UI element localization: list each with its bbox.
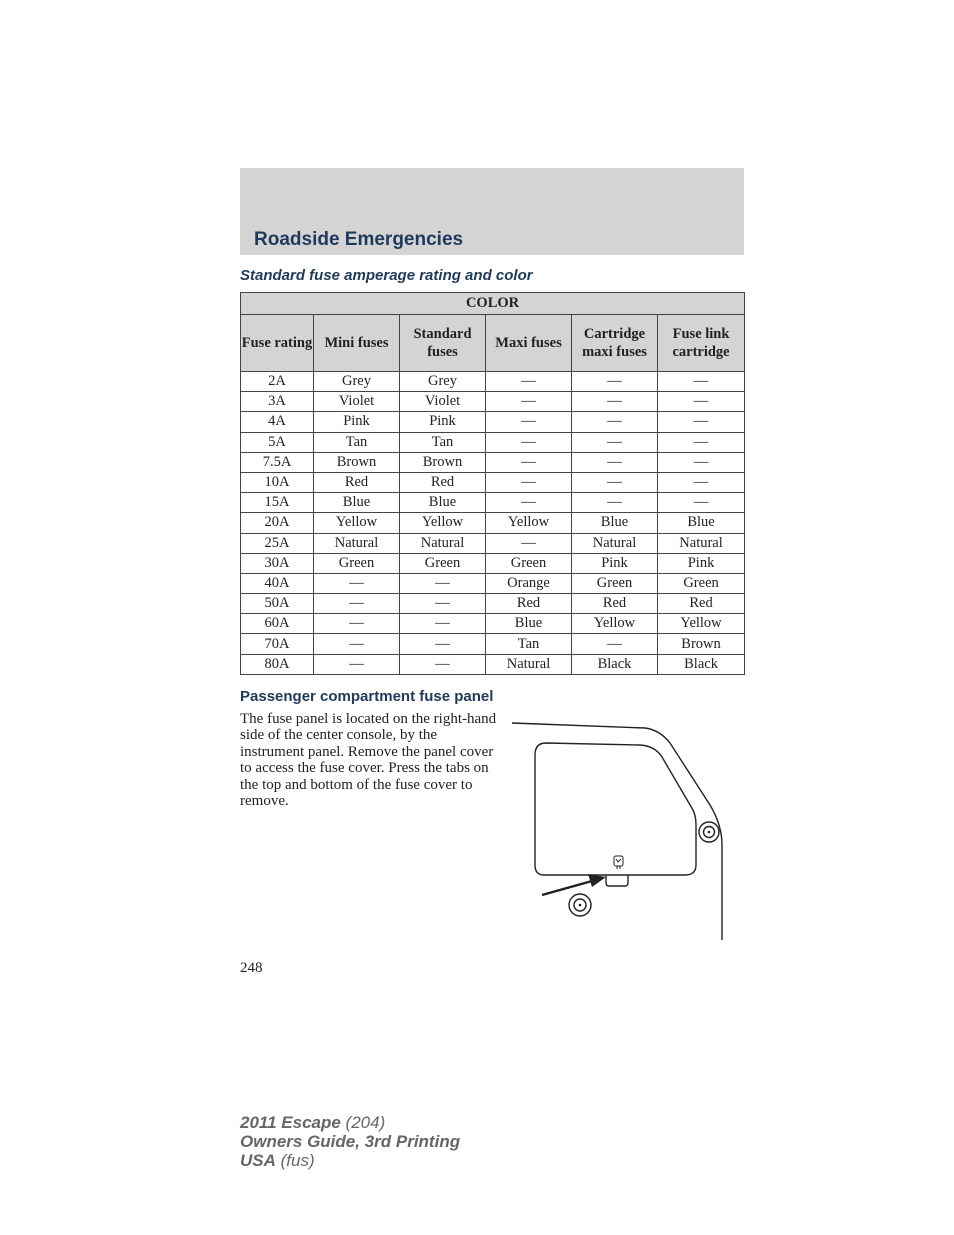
table-cell: — [572,392,658,412]
table-cell: Brown [314,452,400,472]
console-outline [512,723,722,940]
table-cell: Blue [486,614,572,634]
table-row [241,513,745,533]
table-cell: Yellow [400,513,486,533]
table-cell: Red [400,472,486,492]
footer-line-1: 2011 Escape (204) [240,1113,386,1132]
fuse-icon [614,856,623,869]
table-cell: — [486,372,572,392]
table-cell: 3A [241,392,314,412]
table-row [241,412,745,432]
table-cell: Pink [314,412,400,432]
arrow-head [588,874,606,887]
table-cell: — [486,412,572,432]
table-body [241,372,745,675]
table-cell: Brown [400,452,486,472]
panel-cover-outline [535,743,696,875]
table-cell: Yellow [572,614,658,634]
table-cell: Green [572,573,658,593]
table-cell: Red [314,472,400,492]
table-row [241,634,745,654]
table-row [241,493,745,513]
section-title: Passenger compartment fuse panel [240,688,494,705]
footer [240,1113,460,1170]
table-cell: 25A [241,533,314,553]
table-cell: 10A [241,472,314,492]
table-cell: Green [314,553,400,573]
table-cell: 80A [241,654,314,674]
table-cell: — [314,634,400,654]
page-number: 248 [240,960,263,976]
table-cell: Blue [400,493,486,513]
table-row [241,432,745,452]
column-header: Fuse rating [241,315,314,372]
table-cell: Red [658,594,745,614]
table-cell: — [486,493,572,513]
table-cell: — [658,432,745,452]
table-cell: — [572,412,658,432]
table-group-header-row [241,293,745,315]
table-cell: — [572,472,658,492]
table-cell: 40A [241,573,314,593]
table-cell: Tan [486,634,572,654]
table-cell: Pink [400,412,486,432]
table-cell: — [400,654,486,674]
table-row [241,594,745,614]
table-row [241,392,745,412]
table-cell: 4A [241,412,314,432]
table-cell: 20A [241,513,314,533]
table-cell: — [486,432,572,452]
table-header-row [241,315,745,372]
table-cell: — [486,533,572,553]
table-cell: 30A [241,553,314,573]
table-cell: Violet [400,392,486,412]
table-row [241,614,745,634]
table-cell: Natural [400,533,486,553]
section-body: The fuse panel is located on the right-hand side of the center console, by the instrument panel. Remove the panel cover to access the fuse cover. Press the tabs on the top and bottom of the fuse cover to remove. [240,711,497,810]
table-cell: — [486,452,572,472]
table-cell: — [658,493,745,513]
table-cell: — [400,573,486,593]
table-cell: 7.5A [241,452,314,472]
page-title: Roadside Emergencies [254,229,464,250]
table-cell: 70A [241,634,314,654]
color-group-header: COLOR [241,293,745,315]
table-cell: 5A [241,432,314,452]
table-row [241,533,745,553]
arrow-shaft [542,881,592,895]
table-cell: Blue [658,513,745,533]
table-row [241,372,745,392]
table-row [241,573,745,593]
table-cell: Grey [314,372,400,392]
table-cell: — [314,654,400,674]
table-cell: 15A [241,493,314,513]
table-row [241,553,745,573]
table-cell: Green [486,553,572,573]
table-row [241,654,745,674]
header-band [240,168,744,255]
table-cell: — [314,573,400,593]
fuse-table [240,292,745,675]
table-cell: Yellow [658,614,745,634]
table-cell: Red [572,594,658,614]
table-cell: Orange [486,573,572,593]
column-header: Fuse link cartridge [658,315,745,372]
table-cell: Pink [658,553,745,573]
table-cell: — [658,452,745,472]
table-cell: 50A [241,594,314,614]
table-cell: — [572,432,658,452]
table-cell: Tan [314,432,400,452]
table-cell: — [314,614,400,634]
table-cell: Brown [658,634,745,654]
table-cell: Black [658,654,745,674]
footer-line-2: Owners Guide, 3rd Printing [240,1132,461,1151]
table-cell: Pink [572,553,658,573]
table-cell: — [572,493,658,513]
table-cell: 60A [241,614,314,634]
table-cell: — [572,452,658,472]
table-row [241,452,745,472]
table-cell: Natural [658,533,745,553]
table-cell: Grey [400,372,486,392]
table-cell: Natural [572,533,658,553]
fuse-cover-tab [606,875,628,886]
fuse-panel-diagram [510,715,730,945]
table-cell: Violet [314,392,400,412]
table-caption: Standard fuse amperage rating and color [240,267,533,284]
table-cell: 2A [241,372,314,392]
column-header: Mini fuses [314,315,400,372]
table-cell: — [400,634,486,654]
table-cell: Green [658,573,745,593]
column-header: Maxi fuses [486,315,572,372]
table-cell: Green [400,553,486,573]
table-row [241,472,745,492]
table-cell: — [486,392,572,412]
table-cell: Black [572,654,658,674]
table-cell: — [572,372,658,392]
table-cell: Blue [314,493,400,513]
table-cell: Red [486,594,572,614]
footer-line-3: USA (fus) [240,1151,315,1170]
table-cell: Yellow [486,513,572,533]
table-cell: Tan [400,432,486,452]
table-cell: — [658,412,745,432]
table-cell: Yellow [314,513,400,533]
column-header: Cartridge maxi fuses [572,315,658,372]
table-cell: — [486,472,572,492]
table-cell: — [658,392,745,412]
table-cell: — [572,634,658,654]
table-cell: — [400,614,486,634]
table-cell: Natural [314,533,400,553]
table-cell: Natural [486,654,572,674]
table-cell: Blue [572,513,658,533]
table-cell: — [314,594,400,614]
table-cell: — [658,372,745,392]
table-cell: — [400,594,486,614]
table-cell: — [658,472,745,492]
column-header: Standard fuses [400,315,486,372]
